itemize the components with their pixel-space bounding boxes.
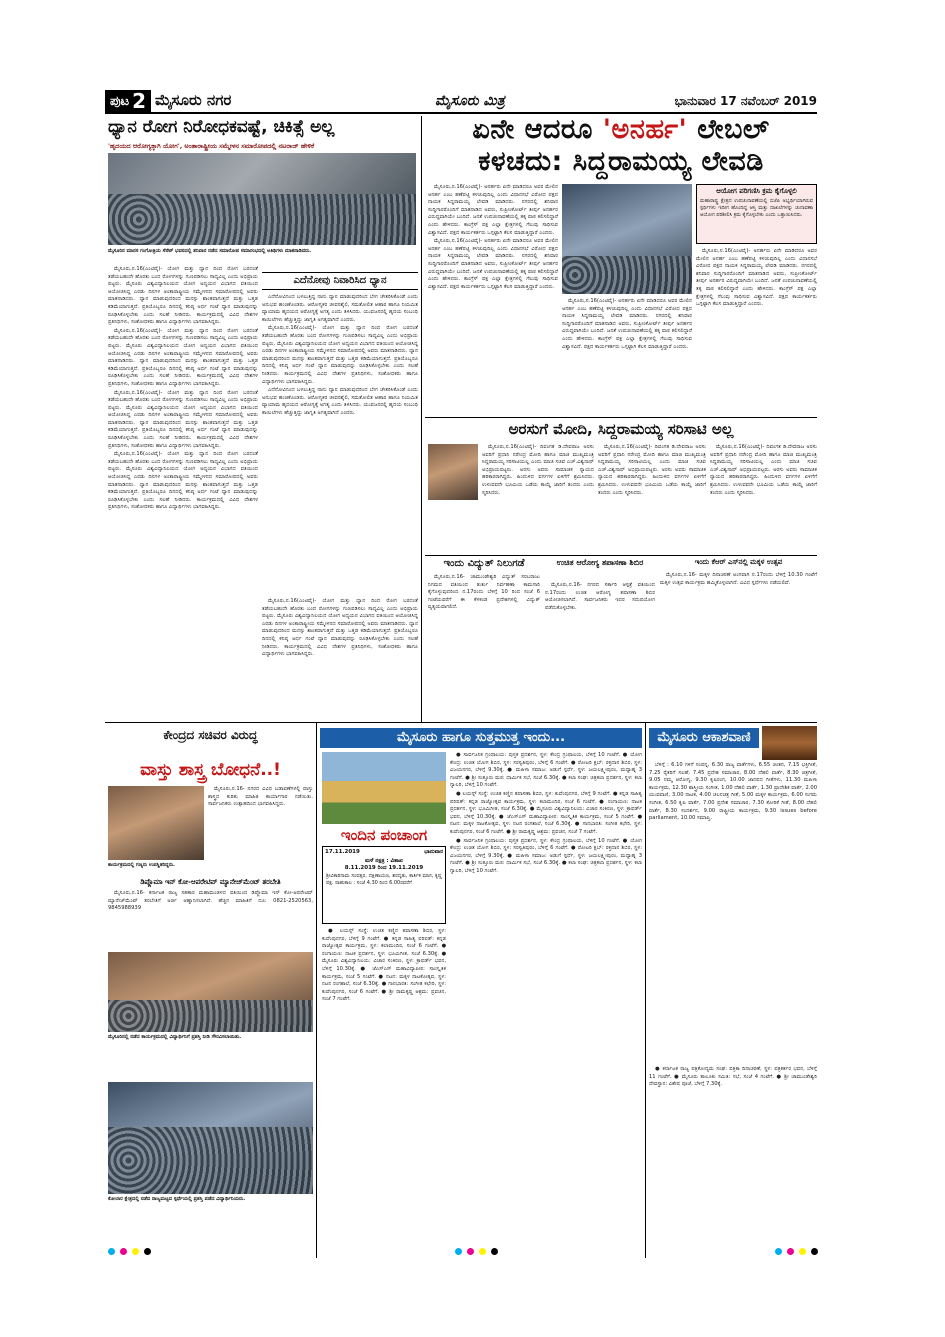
story4-caption: ಕಾರ್ಯಕ್ರಮದಲ್ಲಿ ಗಣ್ಯರು ಉಪಸ್ಥಿತರಿದ್ದರು. (108, 862, 175, 868)
events-band: ಮೈಸೂರು ಹಾಗೂ ಸುತ್ತಮುತ್ತ ಇಂದು... (320, 728, 642, 748)
events-body: ● ಲಯನ್ಸ್ ಸಂಸ್ಥೆ: ಉಚಿತ ಕಣ್ಣಿನ ತಪಾಸಣಾ ಶಿಬಿರ, ಸ್ಥಳ: ಕುವೆಂಪುನಗರ, ಬೆಳಿಗ್ಗೆ 9 ಗಂಟೆಗೆ. ● ಕನ್ನಡ ಸಾಹಿತ್ಯ ಪರಿಷತ್: ಕನ್ನಡ ರಾಜ್ಯೋತ್ಸವ ಕಾರ್ಯಕ್ರಮ, ಸ್ಥಳ: ಕಲಾಮಂದಿರ, ಸಂಜೆ 6 ಗಂಟೆಗೆ. ● ರಂಗಾಯಣ: ನಾಟಕ ಪ್ರದರ್ಶನ, ಸ್ಥಳ: ಭೂಮಿಗೀತ, ಸಂಜೆ 6.30ಕ್ಕೆ. ● ಮೈಸೂರು ವಿಶ್ವವಿದ್ಯಾನಿಲಯ: ವಿಚಾರ ಸಂಕಿರಣ, ಸ್ಥಳ: ಕ್ರಾಫರ್ಡ್ ಭವನ, ಬೆಳಿಗ್ಗೆ 10.30ಕ್ಕೆ. ● ಜೆಎಸ್‌ಎಸ್ ಮಹಾವಿದ್ಯಾಪೀಠ: ಸಾಂಸ್ಕೃತಿಕ ಕಾರ್ಯಕ್ರಮ, ಸಂಜೆ 5 ಗಂಟೆಗೆ. ● ನಟನ: ಮಕ್ಕಳ ನಾಟಕೋತ್ಸವ, ಸ್ಥಳ: ನಟನ ರಂಗಶಾಲೆ, ಸಂಜೆ 6.30ಕ್ಕೆ. ● ಗಾನಭಾರತಿ: ಸಂಗೀತ ಕಛೇರಿ, ಸ್ಥಳ: ಕುವೆಂಪುನಗರ, ಸಂಜೆ 6 ಗಂಟೆಗೆ. ● ಶ್ರೀ ರಾಮಕೃಷ್ಣ ಆಶ್ರಮ: ಪ್ರವಚನ, ಸಂಜೆ 7 ಗಂಟೆಗೆ. (322, 928, 446, 1003)
events-body-3: ● ಲಯನ್ಸ್ ಸಂಸ್ಥೆ: ಉಚಿತ ಕಣ್ಣಿನ ತಪಾಸಣಾ ಶಿಬಿರ, ಸ್ಥಳ: ಕುವೆಂಪುನಗರ, ಬೆಳಿಗ್ಗೆ 9 ಗಂಟೆಗೆ. ● ಕನ್ನಡ ಸಾಹಿತ್ಯ ಪರಿಷತ್: ಕನ್ನಡ ರಾಜ್ಯೋತ್ಸವ ಕಾರ್ಯಕ್ರಮ, ಸ್ಥಳ: ಕಲಾಮಂದಿರ, ಸಂಜೆ 6 ಗಂಟೆಗೆ. ● ರಂಗಾಯಣ: ನಾಟಕ ಪ್ರದರ್ಶನ, ಸ್ಥಳ: ಭೂಮಿಗೀತ, ಸಂಜೆ 6.30ಕ್ಕೆ. ● ಮೈಸೂರು ವಿಶ್ವವಿದ್ಯಾನಿಲಯ: ವಿಚಾರ ಸಂಕಿರಣ, ಸ್ಥಳ: ಕ್ರಾಫರ್ಡ್ ಭವನ, ಬೆಳಿಗ್ಗೆ 10.30ಕ್ಕೆ. ● ಜೆಎಸ್‌ಎಸ್ ಮಹಾವಿದ್ಯಾಪೀಠ: ಸಾಂಸ್ಕೃತಿಕ ಕಾರ್ಯಕ್ರಮ, ಸಂಜೆ 5 ಗಂಟೆಗೆ. ● ನಟನ: ಮಕ್ಕಳ ನಾಟಕೋತ್ಸವ, ಸ್ಥಳ: ನಟನ ರಂಗಶಾಲೆ, ಸಂಜೆ 6.30ಕ್ಕೆ. ● ಗಾನಭಾರತಿ: ಸಂಗೀತ ಕಛೇರಿ, ಸ್ಥಳ: ಕುವೆಂಪುನಗರ, ಸಂಜೆ 6 ಗಂಟೆಗೆ. ● ಶ್ರೀ ರಾಮಕೃಷ್ಣ ಆಶ್ರಮ: ಪ್ರವಚನ, ಸಂಜೆ 7 ಗಂಟೆಗೆ. (450, 790, 642, 835)
panchanga-title: ಇಂದಿನ ಪಂಚಾಂಗ (340, 826, 428, 844)
meditation-body: ಎದೆನೋವಿನಿಂದ ಬಳಲುತ್ತಿದ್ದ ನಾನು ಧ್ಯಾನ ಮಾಡುವುದರಿಂದ ಬೇಗ ಚೇತರಿಸಿಕೊಂಡೆ ಎಂದು ಅನುಭವ ಹಂಚಿಕೊಂಡರು. ಆರೋಗ್ಯಕರ ಜೀವನಶೈಲಿ, ಸಮತೋಲಿತ ಆಹಾರ ಹಾಗೂ ನಿಯಮಿತ ವ್ಯಾಯಾಮ ಹೃದಯದ ಆರೋಗ್ಯಕ್ಕೆ ಅಗತ್ಯ ಎಂದು ತಿಳಿಸಿದರು. ಯುವಜನರಲ್ಲಿ ಹೃದಯ ಸಂಬಂಧಿ ಕಾಯಿಲೆಗಳು ಹೆಚ್ಚುತ್ತಿದ್ದು ಜಾಗೃತಿ ಅಗತ್ಯವಾಗಿದೆ ಎಂದರು. (262, 294, 418, 323)
story2-body: ಮೈಸೂರು,ನ.16(ಎಂಟಿವೈ)- ಅನರ್ಹರು ಏನೇ ಮಾಡಿದರೂ ಅವರ ಮೇಲಿನ ಅನರ್ಹ ಎಂಬ ಹಣೆಪಟ್ಟಿ ಕಳಚುವುದಿಲ್ಲ ಎಂದು ವಿಧಾನಸಭೆ ವಿರೋಧ ಪಕ್ಷದ ನಾಯಕ ಸಿದ್ದರಾಮಯ್ಯ ಲೇವಡಿ ಮಾಡಿದರು. ನಗರದಲ್ಲಿ ಶನಿವಾರ ಸುದ್ದಿಗಾರರೊಂದಿಗೆ ಮಾತನಾಡಿದ ಅವರು, ಸುಪ್ರೀಂಕೋರ್ಟ್ ತೀರ್ಪು ಅನರ್ಹರ ವಿರುದ್ಧವಾಗಿಯೇ ಬಂದಿದೆ. ಜನತೆ ಉಪಚುನಾವಣೆಯಲ್ಲಿ ತಕ್ಕ ಪಾಠ ಕಲಿಸಲಿದ್ದಾರೆ ಎಂದು ಹೇಳಿದರು. ಕಾಂಗ್ರೆಸ್ ಪಕ್ಷ ಎಲ್ಲಾ ಕ್ಷೇತ್ರಗಳಲ್ಲಿ ಗೆಲುವು ಸಾಧಿಸುವ ವಿಶ್ವಾಸವಿದೆ. ಪಕ್ಷದ ಕಾರ್ಯಕರ್ತರು ಒಗ್ಗಟ್ಟಾಗಿ ಕೆಲಸ ಮಾಡುತ್ತಿದ್ದಾರೆ ಎಂದರು. (428, 184, 558, 236)
story5-headline: ಡಿಪ್ಲೊಮಾ ಇನ್ ಕೋ-ಆಪರೇಟಿವ್ ಮ್ಯಾನೇಜ್‌ಮೆಂಟ್ ತರಬೇತಿ (140, 878, 281, 886)
story1-body-cont3: ಮೈಸೂರು,ನ.16(ಎಂಟಿವೈ)- ಯೋಗ ಮತ್ತು ಧ್ಯಾನ ದಿಂದ ರೋಗ ಬರದಂತೆ ತಡೆಯಬಹುದೇ ಹೊರತು ಬಂದ ರೋಗಗಳನ್ನು ಗುಣಪಡಿಸಲು ಸಾಧ್ಯವಿಲ್ಲ ಎಂದು ಅಭಿಪ್ರಾಯ ಪಟ್ಟರು. ಮೈಸೂರು ವಿಶ್ವವಿದ್ಯಾನಿಲಯದ ಯೋಗ ಅಧ್ಯಯನ ವಿಭಾಗದ ವತಿಯಿಂದ ಆಯೋಜಿಸಿದ್ದ ಎರಡು ದಿನಗಳ ಅಂತಾರಾಷ್ಟ್ರೀಯ ಸಮ್ಮೇಳನದ ಸಮಾರೋಪದಲ್ಲಿ ಅವರು ಮಾತನಾಡಿದರು. ಧ್ಯಾನ ಮಾಡುವುದರಿಂದ ಮನಸ್ಸು ಶಾಂತವಾಗುತ್ತದೆ ಮತ್ತು ಒತ್ತಡ ಕಡಿಮೆಯಾಗುತ್ತದೆ. ಪ್ರತಿಯೊಬ್ಬರೂ ದಿನದಲ್ಲಿ ಕನಿಷ್ಠ ಅರ್ಧ ಗಂಟೆ ಧ್ಯಾನ ಮಾಡುವುದನ್ನು ರೂಢಿಸಿಕೊಳ್ಳಬೇಕು ಎಂದು ಸಲಹೆ ನೀಡಿದರು. ಕಾರ್ಯಕ್ರಮದಲ್ಲಿ ವಿವಿಧ ದೇಶಗಳ ಪ್ರತಿನಿಧಿಗಳು, ಸಂಶೋಧಕರು ಹಾಗೂ ವಿದ್ಯಾರ್ಥಿಗಳು ಭಾಗವಹಿಸಿದ್ದರು. (108, 451, 258, 511)
page-label: ಪುಟ (110, 93, 130, 109)
story2-body-col2 (562, 298, 692, 414)
story2-headline-post: ಲೇಬಲ್ (687, 114, 770, 145)
story5-body-text: ಮೈಸೂರು,ನ.16- ಕರ್ನಾಟಕ ರಾಜ್ಯ ಸಹಕಾರ ಮಹಾಮಂಡಳದ ವತಿಯಿಂದ ಡಿಪ್ಲೊಮಾ ಇನ್ ಕೋ-ಆಪರೇಟಿವ್ ಮ್ಯಾನೇಜ್‌ಮೆಂಟ್ ತರಬೇತಿಗೆ ಅರ್ಜಿ ಆಹ್ವಾನಿಸಲಾಗಿದೆ. ಹೆಚ್ಚಿನ ಮಾಹಿತಿಗೆ ದೂ: 0821-2520563, 9845988939 (108, 890, 313, 912)
notice-rule (425, 555, 817, 556)
radio-body2 (649, 1066, 817, 1258)
story2-headline-pre: ಏನೇ ಆದರೂ (472, 114, 603, 145)
fest-notice-body (660, 572, 817, 720)
story1-body-cont2: ಮೈಸೂರು,ನ.16(ಎಂಟಿವೈ)- ಯೋಗ ಮತ್ತು ಧ್ಯಾನ ದಿಂದ ರೋಗ ಬರದಂತೆ ತಡೆಯಬಹುದೇ ಹೊರತು ಬಂದ ರೋಗಗಳನ್ನು ಗುಣಪಡಿಸಲು ಸಾಧ್ಯವಿಲ್ಲ ಎಂದು ಅಭಿಪ್ರಾಯ ಪಟ್ಟರು. ಮೈಸೂರು ವಿಶ್ವವಿದ್ಯಾನಿಲಯದ ಯೋಗ ಅಧ್ಯಯನ ವಿಭಾಗದ ವತಿಯಿಂದ ಆಯೋಜಿಸಿದ್ದ ಎರಡು ದಿನಗಳ ಅಂತಾರಾಷ್ಟ್ರೀಯ ಸಮ್ಮೇಳನದ ಸಮಾರೋಪದಲ್ಲಿ ಅವರು ಮಾತನಾಡಿದರು. ಧ್ಯಾನ ಮಾಡುವುದರಿಂದ ಮನಸ್ಸು ಶಾಂತವಾಗುತ್ತದೆ ಮತ್ತು ಒತ್ತಡ ಕಡಿಮೆಯಾಗುತ್ತದೆ. ಪ್ರತಿಯೊಬ್ಬರೂ ದಿನದಲ್ಲಿ ಕನಿಷ್ಠ ಅರ್ಧ ಗಂಟೆ ಧ್ಯಾನ ಮಾಡುವುದನ್ನು ರೂಢಿಸಿಕೊಳ್ಳಬೇಕು ಎಂದು ಸಲಹೆ ನೀಡಿದರು. ಕಾರ್ಯಕ್ರಮದಲ್ಲಿ ವಿವಿಧ ದೇಶಗಳ ಪ್ರತಿನಿಧಿಗಳು, ಸಂಶೋಧಕರು ಹಾಗೂ ವಿದ್ಯಾರ್ಥಿಗಳು ಭಾಗವಹಿಸಿದ್ದರು. (108, 389, 258, 449)
column-rule (316, 722, 317, 1258)
story4-body (208, 786, 313, 870)
story1-body-col3-text: ಮೈಸೂರು,ನ.16(ಎಂಟಿವೈ)- ಯೋಗ ಮತ್ತು ಧ್ಯಾನ ದಿಂದ ರೋಗ ಬರದಂತೆ ತಡೆಯಬಹುದೇ ಹೊರತು ಬಂದ ರೋಗಗಳನ್ನು ಗುಣಪಡಿಸಲು ಸಾಧ್ಯವಿಲ್ಲ ಎಂದು ಅಭಿಪ್ರಾಯ ಪಟ್ಟರು. ಮೈಸೂರು ವಿಶ್ವವಿದ್ಯಾನಿಲಯದ ಯೋಗ ಅಧ್ಯಯನ ವಿಭಾಗದ ವತಿಯಿಂದ ಆಯೋಜಿಸಿದ್ದ ಎರಡು ದಿನಗಳ ಅಂತಾರಾಷ್ಟ್ರೀಯ ಸಮ್ಮೇಳನದ ಸಮಾರೋಪದಲ್ಲಿ ಅವರು ಮಾತನಾಡಿದರು. ಧ್ಯಾನ ಮಾಡುವುದರಿಂದ ಮನಸ್ಸು ಶಾಂತವಾಗುತ್ತದೆ ಮತ್ತು ಒತ್ತಡ ಕಡಿಮೆಯಾಗುತ್ತದೆ. ಪ್ರತಿಯೊಬ್ಬರೂ ದಿನದಲ್ಲಿ ಕನಿಷ್ಠ ಅರ್ಧ ಗಂಟೆ ಧ್ಯಾನ ಮಾಡುವುದನ್ನು ರೂಢಿಸಿಕೊಳ್ಳಬೇಕು ಎಂದು ಸಲಹೆ ನೀಡಿದರು. ಕಾರ್ಯಕ್ರಮದಲ್ಲಿ ವಿವಿಧ ದೇಶಗಳ ಪ್ರತಿನಿಧಿಗಳು, ಸಂಶೋಧಕರು ಹಾಗೂ ವಿದ್ಯಾರ್ಥಿಗಳು ಭಾಗವಹಿಸಿದ್ದರು. (262, 598, 418, 658)
story1-headline: ಧ್ಯಾನ ರೋಗ ನಿರೋಧಕವಷ್ಟೆ, ಚಿಕಿತ್ಸೆ ಅಲ್ಲ (108, 117, 335, 137)
story2-sidebox (696, 184, 817, 244)
story5-photo (108, 952, 313, 1032)
print-dots-right (775, 1248, 818, 1256)
story2-headline-line2: ಕಳಚದು: ಸಿದ್ದರಾಮಯ್ಯ ಲೇವಡಿ (478, 146, 764, 177)
column-rule (421, 116, 422, 722)
story3-photo (428, 444, 478, 500)
story5-photo2 (108, 1082, 313, 1194)
paper-name: ಮೈಸೂರು ಮಿತ್ರ (435, 93, 505, 109)
story2-photo (562, 184, 692, 294)
palace-photo (322, 752, 446, 824)
story2-body-col3-text: ಮೈಸೂರು,ನ.16(ಎಂಟಿವೈ)- ಅನರ್ಹರು ಏನೇ ಮಾಡಿದರೂ ಅವರ ಮೇಲಿನ ಅನರ್ಹ ಎಂಬ ಹಣೆಪಟ್ಟಿ ಕಳಚುವುದಿಲ್ಲ ಎಂದು ವಿಧಾನಸಭೆ ವಿರೋಧ ಪಕ್ಷದ ನಾಯಕ ಸಿದ್ದರಾಮಯ್ಯ ಲೇವಡಿ ಮಾಡಿದರು. ನಗರದಲ್ಲಿ ಶನಿವಾರ ಸುದ್ದಿಗಾರರೊಂದಿಗೆ ಮಾತನಾಡಿದ ಅವರು, ಸುಪ್ರೀಂಕೋರ್ಟ್ ತೀರ್ಪು ಅನರ್ಹರ ವಿರುದ್ಧವಾಗಿಯೇ ಬಂದಿದೆ. ಜನತೆ ಉಪಚುನಾವಣೆಯಲ್ಲಿ ತಕ್ಕ ಪಾಠ ಕಲಿಸಲಿದ್ದಾರೆ ಎಂದು ಹೇಳಿದರು. ಕಾಂಗ್ರೆಸ್ ಪಕ್ಷ ಎಲ್ಲಾ ಕ್ಷೇತ್ರಗಳಲ್ಲಿ ಗೆಲುವು ಸಾಧಿಸುವ ವಿಶ್ವಾಸವಿದೆ. ಪಕ್ಷದ ಕಾರ್ಯಕರ್ತರು ಒಗ್ಗಟ್ಟಾಗಿ ಕೆಲಸ ಮಾಡುತ್ತಿದ್ದಾರೆ ಎಂದರು. (696, 248, 817, 308)
story2-headline-quote: 'ಅನರ್ಹ' (602, 114, 688, 145)
story3-body-col3-text: ಮೈಸೂರು,ನ.16(ಎಂಟಿವೈ)- ದಿವಂಗತ ಡಿ.ದೇವರಾಜ ಅರಸು ಅವರಿಗೆ ಪ್ರಧಾನಿ ನರೇಂದ್ರ ಮೋದಿ ಹಾಗೂ ಮಾಜಿ ಮುಖ್ಯಮಂತ್ರಿ ಸಿದ್ದರಾಮಯ್ಯ ಸರಿಸಾಟಿಯಲ್ಲ ಎಂದು ಮಾಜಿ ಸಚಿವ ಎಚ್.ವಿಶ್ವನಾಥ್ ಅಭಿಪ್ರಾಯಪಟ್ಟರು. ಅರಸು ಅವರು ಸಾಮಾಜಿಕ ನ್ಯಾಯದ ಹರಿಕಾರರಾಗಿದ್ದರು. ಹಿಂದುಳಿದ ವರ್ಗಗಳ ಏಳಿಗೆಗೆ ಶ್ರಮಿಸಿದರು. ಉಳುವವನೇ ಭೂಮಿಯ ಒಡೆಯ ಕಾಯ್ದೆ ಜಾರಿಗೆ ತಂದರು ಎಂದು ಸ್ಮರಿಸಿದರು. (710, 444, 817, 496)
page-badge (105, 90, 151, 112)
panchanga-range: 8.11.2019 ರಿಂದ 19.11.2019 (344, 865, 424, 871)
panchanga-date: 17.11.2019 (325, 849, 360, 855)
section-name: ಮೈಸೂರು ನಗರ (155, 91, 232, 109)
radio-icon (762, 726, 817, 760)
story2-headline (425, 114, 817, 146)
events-body-col1 (322, 928, 446, 1258)
power-notice-body (428, 574, 540, 720)
story2-body-col1 (428, 184, 558, 414)
story3-body-col2 (598, 444, 706, 552)
meditation-body-col (262, 294, 418, 594)
radio-events: ● ಕರ್ನಾಟಕ ರಾಜ್ಯ ಪತ್ರಿಕೋದ್ಯಮ ಸಂಘ: ಪತ್ರಿಕಾ ದಿನಾಚರಣೆ, ಸ್ಥಳ: ಪತ್ರಕರ್ತರ ಭವನ, ಬೆಳಿಗ್ಗೆ 11 ಗಂಟೆಗೆ. ● ಮೈಸೂರು ತಾಲೂಕು ಸಮಿತಿ: ಸಭೆ, ಸಂಜೆ 4 ಗಂಟೆಗೆ. ● ಶ್ರೀ ಚಾಮುಂಡೇಶ್ವರಿ ದೇವಸ್ಥಾನ: ವಿಶೇಷ ಪೂಜೆ, ಬೆಳಿಗ್ಗೆ 7.30ಕ್ಕೆ. (649, 1066, 817, 1088)
story-rule (425, 417, 817, 418)
fest-notice-text: ಮೈಸೂರು,ನ.16- ಮಕ್ಕಳ ದಿನಾಚರಣೆ ಅಂಗವಾಗಿ ನ.17ರಂದು ಬೆಳಿಗ್ಗೆ 10.30 ಗಂಟೆಗೆ ಮಕ್ಕಳ ಉತ್ಸವ ಕಾರ್ಯಕ್ರಮ ಹಮ್ಮಿಕೊಳ್ಳಲಾಗಿದೆ. ವಿವಿಧ ಸ್ಪರ್ಧೆಗಳು ನಡೆಯಲಿವೆ. (660, 572, 817, 586)
power-notice-text: ಮೈಸೂರು,ನ.16- ಚಾಮುಂಡೇಶ್ವರಿ ವಿದ್ಯುತ್ ಸರಬರಾಜು ನಿಗಮದ ವತಿಯಿಂದ ತುರ್ತು ನಿರ್ವಹಣಾ ಕಾಮಗಾರಿ ಕೈಗೊಳ್ಳುವುದರಿಂದ ನ.17ರಂದು ಬೆಳಿಗ್ಗೆ 10 ರಿಂದ ಸಂಜೆ 6 ಗಂಟೆಯವರೆಗೆ ಈ ಕೆಳಕಂಡ ಪ್ರದೇಶಗಳಲ್ಲಿ ವಿದ್ಯುತ್ ವ್ಯತ್ಯಯವಾಗಲಿದೆ. (428, 574, 540, 611)
story5-caption2: ಕೋಲಾರ ಕ್ಷೇತ್ರದಲ್ಲಿ ನಡೆದ ರಾಜ್ಯಮಟ್ಟದ ಸ್ಪರ್ಧೆಯಲ್ಲಿ ಪ್ರಶಸ್ತಿ ಪಡೆದ ವಿದ್ಯಾರ್ಥಿನಿಯರು. (108, 1196, 246, 1202)
meditation-body-cont: ಮೈಸೂರು,ನ.16(ಎಂಟಿವೈ)- ಯೋಗ ಮತ್ತು ಧ್ಯಾನ ದಿಂದ ರೋಗ ಬರದಂತೆ ತಡೆಯಬಹುದೇ ಹೊರತು ಬಂದ ರೋಗಗಳನ್ನು ಗುಣಪಡಿಸಲು ಸಾಧ್ಯವಿಲ್ಲ ಎಂದು ಅಭಿಪ್ರಾಯ ಪಟ್ಟರು. ಮೈಸೂರು ವಿಶ್ವವಿದ್ಯಾನಿಲಯದ ಯೋಗ ಅಧ್ಯಯನ ವಿಭಾಗದ ವತಿಯಿಂದ ಆಯೋಜಿಸಿದ್ದ ಎರಡು ದಿನಗಳ ಅಂತಾರಾಷ್ಟ್ರೀಯ ಸಮ್ಮೇಳನದ ಸಮಾರೋಪದಲ್ಲಿ ಅವರು ಮಾತನಾಡಿದರು. ಧ್ಯಾನ ಮಾಡುವುದರಿಂದ ಮನಸ್ಸು ಶಾಂತವಾಗುತ್ತದೆ ಮತ್ತು ಒತ್ತಡ ಕಡಿಮೆಯಾಗುತ್ತದೆ. ಪ್ರತಿಯೊಬ್ಬರೂ ದಿನದಲ್ಲಿ ಕನಿಷ್ಠ ಅರ್ಧ ಗಂಟೆ ಧ್ಯಾನ ಮಾಡುವುದನ್ನು ರೂಢಿಸಿಕೊಳ್ಳಬೇಕು ಎಂದು ಸಲಹೆ ನೀಡಿದರು. ಕಾರ್ಯಕ್ರಮದಲ್ಲಿ ವಿವಿಧ ದೇಶಗಳ ಪ್ರತಿನಿಧಿಗಳು, ಸಂಶೋಧಕರು ಹಾಗೂ ವಿದ್ಯಾರ್ಥಿಗಳು ಭಾಗವಹಿಸಿದ್ದರು. (262, 325, 418, 385)
story3-body-col3 (710, 444, 817, 552)
panchanga-box (322, 846, 446, 924)
health-notice-text: ಮೈಸೂರು,ನ.16- ನಗರದ ಸರ್ಕಾರಿ ಆಸ್ಪತ್ರೆ ವತಿಯಿಂದ ನ.17ರಂದು ಉಚಿತ ಆರೋಗ್ಯ ತಪಾಸಣಾ ಶಿಬಿರ ಆಯೋಜಿಸಲಾಗಿದೆ. ಸಾರ್ವಜನಿಕರು ಇದರ ಸದುಪಯೋಗ ಪಡೆದುಕೊಳ್ಳಬೇಕು. (545, 582, 655, 611)
section-rule (105, 722, 817, 723)
meditation-box (262, 272, 418, 290)
panchanga-header (323, 847, 445, 858)
story4-photo (108, 786, 204, 860)
story5-body (108, 890, 313, 948)
story3-body: ಮೈಸೂರು,ನ.16(ಎಂಟಿವೈ)- ದಿವಂಗತ ಡಿ.ದೇವರಾಜ ಅರಸು ಅವರಿಗೆ ಪ್ರಧಾನಿ ನರೇಂದ್ರ ಮೋದಿ ಹಾಗೂ ಮಾಜಿ ಮುಖ್ಯಮಂತ್ರಿ ಸಿದ್ದರಾಮಯ್ಯ ಸರಿಸಾಟಿಯಲ್ಲ ಎಂದು ಮಾಜಿ ಸಚಿವ ಎಚ್.ವಿಶ್ವನಾಥ್ ಅಭಿಪ್ರಾಯಪಟ್ಟರು. ಅರಸು ಅವರು ಸಾಮಾಜಿಕ ನ್ಯಾಯದ ಹರಿಕಾರರಾಗಿದ್ದರು. ಹಿಂದುಳಿದ ವರ್ಗಗಳ ಏಳಿಗೆಗೆ ಶ್ರಮಿಸಿದರು. ಉಳುವವನೇ ಭೂಮಿಯ ಒಡೆಯ ಕಾಯ್ದೆ ಜಾರಿಗೆ ತಂದರು ಎಂದು ಸ್ಮರಿಸಿದರು. (482, 444, 594, 496)
story1-kicker: 'ಹೃದಯದ ಆರೋಗ್ಯಕ್ಕಾಗಿ ಯೋಗ', ಅಂತಾರಾಷ್ಟ್ರೀಯ ಸಮ್ಮೇಳನ ಸಮಾರೋಪದಲ್ಲಿ ನಟರಾಜ್ ಹೇಳಿಕೆ (108, 142, 315, 150)
story1-body-col3 (262, 598, 418, 720)
story4-headline-line1: ಕೇಂದ್ರದ ಸಚಿವರ ವಿರುದ್ಧ (163, 728, 258, 742)
events-body-col2 (450, 752, 642, 1258)
paper-date: ಭಾನುವಾರ 17 ನವೆಂಬರ್ 2019 (674, 94, 817, 108)
story1-body: ಮೈಸೂರು,ನ.16(ಎಂಟಿವೈ)- ಯೋಗ ಮತ್ತು ಧ್ಯಾನ ದಿಂದ ರೋಗ ಬರದಂತೆ ತಡೆಯಬಹುದೇ ಹೊರತು ಬಂದ ರೋಗಗಳನ್ನು ಗುಣಪಡಿಸಲು ಸಾಧ್ಯವಿಲ್ಲ ಎಂದು ಅಭಿಪ್ರಾಯ ಪಟ್ಟರು. ಮೈಸೂರು ವಿಶ್ವವಿದ್ಯಾನಿಲಯದ ಯೋಗ ಅಧ್ಯಯನ ವಿಭಾಗದ ವತಿಯಿಂದ ಆಯೋಜಿಸಿದ್ದ ಎರಡು ದಿನಗಳ ಅಂತಾರಾಷ್ಟ್ರೀಯ ಸಮ್ಮೇಳನದ ಸಮಾರೋಪದಲ್ಲಿ ಅವರು ಮಾತನಾಡಿದರು. ಧ್ಯಾನ ಮಾಡುವುದರಿಂದ ಮನಸ್ಸು ಶಾಂತವಾಗುತ್ತದೆ ಮತ್ತು ಒತ್ತಡ ಕಡಿಮೆಯಾಗುತ್ತದೆ. ಪ್ರತಿಯೊಬ್ಬರೂ ದಿನದಲ್ಲಿ ಕನಿಷ್ಠ ಅರ್ಧ ಗಂಟೆ ಧ್ಯಾನ ಮಾಡುವುದನ್ನು ರೂಢಿಸಿಕೊಳ್ಳಬೇಕು ಎಂದು ಸಲಹೆ ನೀಡಿದರು. ಕಾರ್ಯಕ್ರಮದಲ್ಲಿ ವಿವಿಧ ದೇಶಗಳ ಪ್ರತಿನಿಧಿಗಳು, ಸಂಶೋಧಕರು ಹಾಗೂ ವಿದ್ಯಾರ್ಥಿಗಳು ಭಾಗವಹಿಸಿದ್ದರು. (108, 266, 258, 326)
health-notice-body (545, 582, 655, 720)
story1-body-cont: ಮೈಸೂರು,ನ.16(ಎಂಟಿವೈ)- ಯೋಗ ಮತ್ತು ಧ್ಯಾನ ದಿಂದ ರೋಗ ಬರದಂತೆ ತಡೆಯಬಹುದೇ ಹೊರತು ಬಂದ ರೋಗಗಳನ್ನು ಗುಣಪಡಿಸಲು ಸಾಧ್ಯವಿಲ್ಲ ಎಂದು ಅಭಿಪ್ರಾಯ ಪಟ್ಟರು. ಮೈಸೂರು ವಿಶ್ವವಿದ್ಯಾನಿಲಯದ ಯೋಗ ಅಧ್ಯಯನ ವಿಭಾಗದ ವತಿಯಿಂದ ಆಯೋಜಿಸಿದ್ದ ಎರಡು ದಿನಗಳ ಅಂತಾರಾಷ್ಟ್ರೀಯ ಸಮ್ಮೇಳನದ ಸಮಾರೋಪದಲ್ಲಿ ಅವರು ಮಾತನಾಡಿದರು. ಧ್ಯಾನ ಮಾಡುವುದರಿಂದ ಮನಸ್ಸು ಶಾಂತವಾಗುತ್ತದೆ ಮತ್ತು ಒತ್ತಡ ಕಡಿಮೆಯಾಗುತ್ತದೆ. ಪ್ರತಿಯೊಬ್ಬರೂ ದಿನದಲ್ಲಿ ಕನಿಷ್ಠ ಅರ್ಧ ಗಂಟೆ ಧ್ಯಾನ ಮಾಡುವುದನ್ನು ರೂಢಿಸಿಕೊಳ್ಳಬೇಕು ಎಂದು ಸಲಹೆ ನೀಡಿದರು. ಕಾರ್ಯಕ್ರಮದಲ್ಲಿ ವಿವಿಧ ದೇಶಗಳ ಪ್ರತಿನಿಧಿಗಳು, ಸಂಶೋಧಕರು ಹಾಗೂ ವಿದ್ಯಾರ್ಥಿಗಳು ಭಾಗವಹಿಸಿದ್ದರು. (108, 327, 258, 387)
events-body-2: ● ಸಾರ್ವಜನಿಕ ಗ್ರಂಥಾಲಯ: ಪುಸ್ತಕ ಪ್ರದರ್ಶನ, ಸ್ಥಳ: ಕೇಂದ್ರ ಗ್ರಂಥಾಲಯ, ಬೆಳಿಗ್ಗೆ 10 ಗಂಟೆಗೆ. ● ಯೋಗ ಕೇಂದ್ರ: ಉಚಿತ ಯೋಗ ಶಿಬಿರ, ಸ್ಥಳ: ಸರಸ್ವತಿಪುರಂ, ಬೆಳಿಗ್ಗೆ 6 ಗಂಟೆಗೆ. ● ರೋಟರಿ ಕ್ಲಬ್: ರಕ್ತದಾನ ಶಿಬಿರ, ಸ್ಥಳ: ವಿಜಯನಗರ, ಬೆಳಿಗ್ಗೆ 9.30ಕ್ಕೆ. ● ಮಹಿಳಾ ಸಮಾಜ: ಅಡುಗೆ ಸ್ಪರ್ಧೆ, ಸ್ಥಳ: ಜಯಲಕ್ಷ್ಮೀಪುರಂ, ಮಧ್ಯಾಹ್ನ 3 ಗಂಟೆಗೆ. ● ಶ್ರೀ ಸುತ್ತೂರು ಮಠ: ಧಾರ್ಮಿಕ ಸಭೆ, ಸಂಜೆ 6.30ಕ್ಕೆ. ● ಕಲಾ ಸಂಘ: ಚಿತ್ರಕಲಾ ಪ್ರದರ್ಶನ, ಸ್ಥಳ: ಕಲಾ ಗ್ಯಾಲರಿ, ಬೆಳಿಗ್ಗೆ 10 ಗಂಟೆಗೆ. (450, 752, 642, 789)
story3-body-col1 (482, 444, 594, 552)
story2-sidebox-body: ಮಹಾರಾಷ್ಟ್ರ ಕ್ಷೇತ್ರದ ಉಪಚುನಾವಣೆಯಲ್ಲಿ ಬಿಜೆಪಿ ಅಭ್ಯರ್ಥಿಯಾಗಿರುವ ಸ್ಪರ್ಧಿಗಳು ಇದೀಗ ಹೊಂದಿದ್ದ ಆಸ್ತಿ ಮತ್ತು ದಾಖಲೆಗಳನ್ನು ಚುನಾವಣಾ ಆಯೋಗ ಪರಿಶೀಲಿಸಿ ಕ್ರಮ ಕೈಗೊಳ್ಳಬೇಕು ಎಂದು ಒತ್ತಾಯಿಸಿದರು. (700, 198, 813, 218)
panchanga-star: ಮಳೆ ನಕ್ಷತ್ರ : ವಿಶಾಖ (364, 858, 404, 864)
panchanga-body: ಶ್ರೀವಿಕಾರಿನಾಮ ಸಂವತ್ಸರ, ದಕ್ಷಿಣಾಯಣ, ಶರದೃತು, ಕಾರ್ತಿಕ ಮಾಸ, ಕೃಷ್ಣ ಪಕ್ಷ. ರಾಹುಕಾಲ : ಸಂಜೆ 4.30 ರಿಂದ 6.00ರವರೆಗೆ (326, 873, 442, 886)
story2-body-cont: ಮೈಸೂರು,ನ.16(ಎಂಟಿವೈ)- ಅನರ್ಹರು ಏನೇ ಮಾಡಿದರೂ ಅವರ ಮೇಲಿನ ಅನರ್ಹ ಎಂಬ ಹಣೆಪಟ್ಟಿ ಕಳಚುವುದಿಲ್ಲ ಎಂದು ವಿಧಾನಸಭೆ ವಿರೋಧ ಪಕ್ಷದ ನಾಯಕ ಸಿದ್ದರಾಮಯ್ಯ ಲೇವಡಿ ಮಾಡಿದರು. ನಗರದಲ್ಲಿ ಶನಿವಾರ ಸುದ್ದಿಗಾರರೊಂದಿಗೆ ಮಾತನಾಡಿದ ಅವರು, ಸುಪ್ರೀಂಕೋರ್ಟ್ ತೀರ್ಪು ಅನರ್ಹರ ವಿರುದ್ಧವಾಗಿಯೇ ಬಂದಿದೆ. ಜನತೆ ಉಪಚುನಾವಣೆಯಲ್ಲಿ ತಕ್ಕ ಪಾಠ ಕಲಿಸಲಿದ್ದಾರೆ ಎಂದು ಹೇಳಿದರು. ಕಾಂಗ್ರೆಸ್ ಪಕ್ಷ ಎಲ್ಲಾ ಕ್ಷೇತ್ರಗಳಲ್ಲಿ ಗೆಲುವು ಸಾಧಿಸುವ ವಿಶ್ವಾಸವಿದೆ. ಪಕ್ಷದ ಕಾರ್ಯಕರ್ತರು ಒಗ್ಗಟ್ಟಾಗಿ ಕೆಲಸ ಮಾಡುತ್ತಿದ್ದಾರೆ ಎಂದರು. (428, 238, 558, 290)
story1-photo (108, 153, 416, 245)
meditation-body-cont2: ಎದೆನೋವಿನಿಂದ ಬಳಲುತ್ತಿದ್ದ ನಾನು ಧ್ಯಾನ ಮಾಡುವುದರಿಂದ ಬೇಗ ಚೇತರಿಸಿಕೊಂಡೆ ಎಂದು ಅನುಭವ ಹಂಚಿಕೊಂಡರು. ಆರೋಗ್ಯಕರ ಜೀವನಶೈಲಿ, ಸಮತೋಲಿತ ಆಹಾರ ಹಾಗೂ ನಿಯಮಿತ ವ್ಯಾಯಾಮ ಹೃದಯದ ಆರೋಗ್ಯಕ್ಕೆ ಅಗತ್ಯ ಎಂದು ತಿಳಿಸಿದರು. ಯುವಜನರಲ್ಲಿ ಹೃದಯ ಸಂಬಂಧಿ ಕಾಯಿಲೆಗಳು ಹೆಚ್ಚುತ್ತಿದ್ದು ಜಾಗೃತಿ ಅಗತ್ಯವಾಗಿದೆ ಎಂದರು. (262, 387, 418, 416)
story3-body-col2-text: ಮೈಸೂರು,ನ.16(ಎಂಟಿವೈ)- ದಿವಂಗತ ಡಿ.ದೇವರಾಜ ಅರಸು ಅವರಿಗೆ ಪ್ರಧಾನಿ ನರೇಂದ್ರ ಮೋದಿ ಹಾಗೂ ಮಾಜಿ ಮುಖ್ಯಮಂತ್ರಿ ಸಿದ್ದರಾಮಯ್ಯ ಸರಿಸಾಟಿಯಲ್ಲ ಎಂದು ಮಾಜಿ ಸಚಿವ ಎಚ್.ವಿಶ್ವನಾಥ್ ಅಭಿಪ್ರಾಯಪಟ್ಟರು. ಅರಸು ಅವರು ಸಾಮಾಜಿಕ ನ್ಯಾಯದ ಹರಿಕಾರರಾಗಿದ್ದರು. ಹಿಂದುಳಿದ ವರ್ಗಗಳ ಏಳಿಗೆಗೆ ಶ್ರಮಿಸಿದರು. ಉಳುವವನೇ ಭೂಮಿಯ ಒಡೆಯ ಕಾಯ್ದೆ ಜಾರಿಗೆ ತಂದರು ಎಂದು ಸ್ಮರಿಸಿದರು. (598, 444, 706, 496)
radio-schedule: ಬೆಳಿಗ್ಗೆ : 6.10 ಗಳಿಗೆ ಸಂಪನ್ನ, 6.30 ರಾಜ್ಯ ವಾರ್ತೆಗಳು, 6.55 ಚಿಂತನ, 7.15 ಭಕ್ತಿಗೀತೆ, 7.25 ರೈತರಿಗೆ ಸಲಹೆ, 7.45 ಪ್ರದೇಶ ಸಮಾಚಾರ, 8.00 ದೆಹಲಿ ವಾರ್ತೆ, 8.30 ಚಿತ್ರಗೀತೆ, 9.05 ನಮ್ಮ ಆರೋಗ್ಯ, 9.30 ಕೃಷಿರಂಗ, 10.00 ಜಾನಪದ ಗೀತೆಗಳು, 11.30 ಮಹಿಳಾ ಕಾರ್ಯಕ್ರಮ, 12.30 ಶಾಸ್ತ್ರೀಯ ಸಂಗೀತ, 1.00 ದೆಹಲಿ ವಾರ್ತೆ, 1.30 ಪ್ರಾದೇಶಿಕ ವಾರ್ತೆ, 2.00 ಯುವವಾಣಿ, 3.00 ನಾಟಕ, 4.00 ಚಲನಚಿತ್ರ ಗೀತೆ, 5.00 ಮಕ್ಕಳ ಕಾರ್ಯಕ್ರಮ, 6.00 ಸುಗಮ ಸಂಗೀತ, 6.50 ಕೃಷಿ ವಾರ್ತೆ, 7.00 ಪ್ರದೇಶ ಸಮಾಚಾರ, 7.30 ಕೋರಿಕೆ ಗೀತೆ, 8.00 ದೆಹಲಿ ವಾರ್ತೆ, 8.30 ಸಂದರ್ಶನ, 9.00 ರಾಷ್ಟ್ರೀಯ ಕಾರ್ಯಕ್ರಮ, 9.30 issues before parliament, 10.00 ಸಮಾಪ್ತಿ. (649, 762, 817, 822)
events-body-4: ● ಸಾರ್ವಜನಿಕ ಗ್ರಂಥಾಲಯ: ಪುಸ್ತಕ ಪ್ರದರ್ಶನ, ಸ್ಥಳ: ಕೇಂದ್ರ ಗ್ರಂಥಾಲಯ, ಬೆಳಿಗ್ಗೆ 10 ಗಂಟೆಗೆ. ● ಯೋಗ ಕೇಂದ್ರ: ಉಚಿತ ಯೋಗ ಶಿಬಿರ, ಸ್ಥಳ: ಸರಸ್ವತಿಪುರಂ, ಬೆಳಿಗ್ಗೆ 6 ಗಂಟೆಗೆ. ● ರೋಟರಿ ಕ್ಲಬ್: ರಕ್ತದಾನ ಶಿಬಿರ, ಸ್ಥಳ: ವಿಜಯನಗರ, ಬೆಳಿಗ್ಗೆ 9.30ಕ್ಕೆ. ● ಮಹಿಳಾ ಸಮಾಜ: ಅಡುಗೆ ಸ್ಪರ್ಧೆ, ಸ್ಥಳ: ಜಯಲಕ್ಷ್ಮೀಪುರಂ, ಮಧ್ಯಾಹ್ನ 3 ಗಂಟೆಗೆ. ● ಶ್ರೀ ಸುತ್ತೂರು ಮಠ: ಧಾರ್ಮಿಕ ಸಭೆ, ಸಂಜೆ 6.30ಕ್ಕೆ. ● ಕಲಾ ಸಂಘ: ಚಿತ್ರಕಲಾ ಪ್ರದರ್ಶನ, ಸ್ಥಳ: ಕಲಾ ಗ್ಯಾಲರಿ, ಬೆಳಿಗ್ಗೆ 10 ಗಂಟೆಗೆ. (450, 837, 642, 874)
fest-notice-headline: ಇಂದು ಕೆಆರ್ ಎಸ್‌ನಲ್ಲಿ ಮಕ್ಕಳ ಉತ್ಸವ (694, 558, 783, 566)
panchanga-day: ಭಾನುವಾರ (424, 849, 443, 855)
masthead (105, 88, 817, 114)
radio-body (649, 762, 817, 1062)
print-dots-center (455, 1248, 498, 1256)
story2-body-col3 (696, 248, 817, 414)
power-notice-headline: ಇಂದು ವಿದ್ಯುತ್ ನಿಲುಗಡೆ (443, 558, 525, 569)
story2-sidebox-title: ಆಯೋಗ ಪರಿಗಣಿಸಿ ಕ್ರಮ ಕೈಗೊಳ್ಳಲಿ (716, 187, 797, 195)
health-notice-headline: ಉಚಿತ ಆರೋಗ್ಯ ತಪಾಸಣಾ ಶಿಬಿರ (556, 558, 644, 567)
story4-headline-line2: ವಾಸ್ತು ಶಾಸ್ತ್ರ ಬೋಧನೆ..! (140, 760, 281, 780)
story4-body-text: ಮೈಸೂರು,ನ.16- ನಗರದ ವಿವಿಧ ಬಡಾವಣೆಗಳಲ್ಲಿ ವಾಸ್ತು ಶಾಸ್ತ್ರದ ಕುರಿತು ಮಾಹಿತಿ ಕಾರ್ಯಾಗಾರ ನಡೆಯಿತು. ಸಾರ್ವಜನಿಕರು ಉತ್ಸಾಹದಿಂದ ಭಾಗವಹಿಸಿದ್ದರು. (208, 786, 313, 808)
story1-caption: ಮೈಸೂರಿನ ಮಾನಸ ಗಂಗೋತ್ರಿಯ ಸೆನೆಟ್ ಭವನದಲ್ಲಿ ಶನಿವಾರ ನಡೆದ ಸಮಾರೋಪ ಸಮಾರಂಭದಲ್ಲಿ ಅತಿಥಿಗಳು ಮಾತನಾಡಿದರು. (108, 248, 312, 254)
story2-body-col2-text: ಮೈಸೂರು,ನ.16(ಎಂಟಿವೈ)- ಅನರ್ಹರು ಏನೇ ಮಾಡಿದರೂ ಅವರ ಮೇಲಿನ ಅನರ್ಹ ಎಂಬ ಹಣೆಪಟ್ಟಿ ಕಳಚುವುದಿಲ್ಲ ಎಂದು ವಿಧಾನಸಭೆ ವಿರೋಧ ಪಕ್ಷದ ನಾಯಕ ಸಿದ್ದರಾಮಯ್ಯ ಲೇವಡಿ ಮಾಡಿದರು. ನಗರದಲ್ಲಿ ಶನಿವಾರ ಸುದ್ದಿಗಾರರೊಂದಿಗೆ ಮಾತನಾಡಿದ ಅವರು, ಸುಪ್ರೀಂಕೋರ್ಟ್ ತೀರ್ಪು ಅನರ್ಹರ ವಿರುದ್ಧವಾಗಿಯೇ ಬಂದಿದೆ. ಜನತೆ ಉಪಚುನಾವಣೆಯಲ್ಲಿ ತಕ್ಕ ಪಾಠ ಕಲಿಸಲಿದ್ದಾರೆ ಎಂದು ಹೇಳಿದರು. ಕಾಂಗ್ರೆಸ್ ಪಕ್ಷ ಎಲ್ಲಾ ಕ್ಷೇತ್ರಗಳಲ್ಲಿ ಗೆಲುವು ಸಾಧಿಸುವ ವಿಶ್ವಾಸವಿದೆ. ಪಕ್ಷದ ಕಾರ್ಯಕರ್ತರು ಒಗ್ಗಟ್ಟಾಗಿ ಕೆಲಸ ಮಾಡುತ್ತಿದ್ದಾರೆ ಎಂದರು. (562, 298, 692, 350)
story3-headline: ಅರಸುಗೆ ಮೋದಿ, ಸಿದ್ದರಾಮಯ್ಯ ಸರಿಸಾಟಿ ಅಲ್ಲ (508, 420, 734, 438)
page-number: 2 (132, 89, 146, 113)
print-dots-left (108, 1248, 151, 1256)
meditation-headline: ಎದೆನೋವು ನಿವಾರಿಸಿದ ಧ್ಯಾನ (293, 275, 387, 286)
radio-band: ಮೈಸೂರು ಆಕಾಶವಾಣಿ (649, 728, 759, 748)
story1-body-col1 (108, 266, 258, 721)
column-rule (645, 722, 646, 1258)
story5-caption: ಮೈಸೂರಿನಲ್ಲಿ ನಡೆದ ಕಾರ್ಯಕ್ರಮದಲ್ಲಿ ವಿದ್ಯಾರ್ಥಿನಿಗೆ ಪ್ರಶಸ್ತಿ ನೀಡಿ ಗೌರವಿಸಲಾಯಿತು. (108, 1034, 242, 1040)
